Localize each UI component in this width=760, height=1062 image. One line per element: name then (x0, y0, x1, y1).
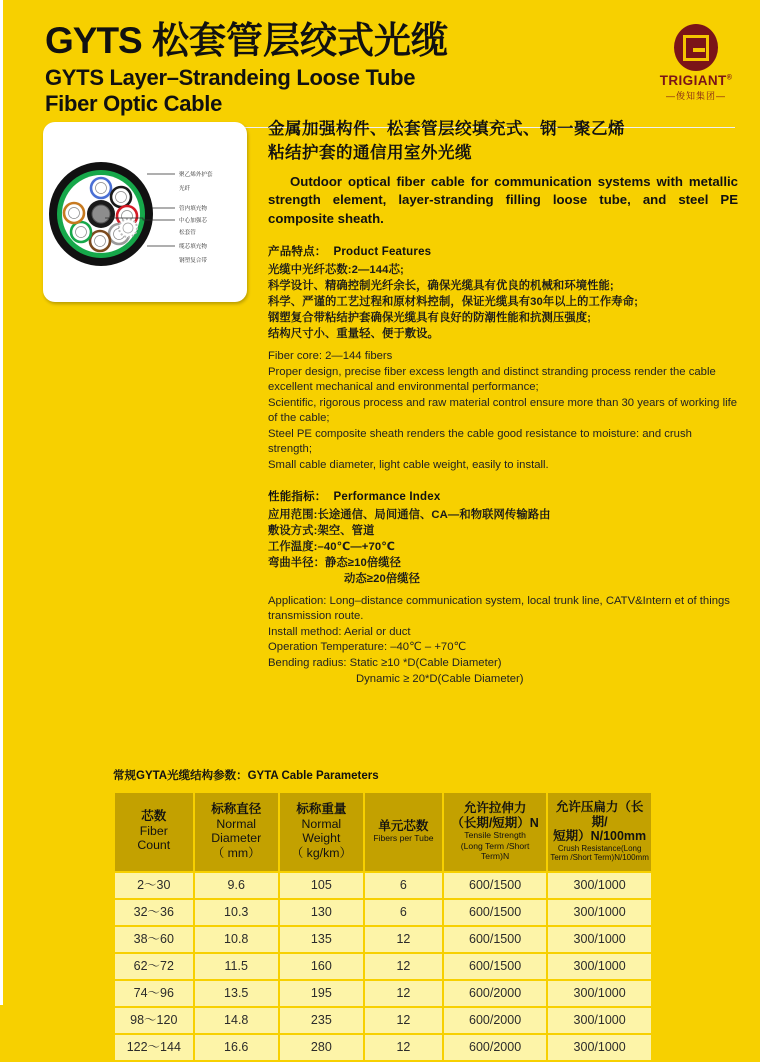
cell-tensile: 600/2000 (444, 981, 546, 1006)
page-subtitle-line2: Fiber Optic Cable (45, 90, 223, 116)
product-features-section (268, 243, 738, 474)
cell-weight: 195 (280, 981, 363, 1006)
cell-weight: 160 (280, 954, 363, 979)
cell-fibers-per-tube: 12 (365, 954, 442, 979)
features-cn-0: 光缆中光纤芯数:2—144芯; (268, 263, 404, 276)
performance-cn-dynamic: 动态≥20倍缆径 (344, 572, 421, 585)
cell-weight: 130 (280, 900, 363, 925)
col-header-fibers-per-tube: 单元芯数 Fibers per Tube (365, 793, 442, 872)
bending-radius-static: Static ≥10 *D(Cable Diameter) (349, 657, 502, 670)
cell-diameter: 10.8 (195, 927, 278, 952)
cell-fibers-per-tube: 6 (365, 900, 442, 925)
cell-fiber-count: 38～60 (115, 927, 193, 952)
cable-cross-section-svg (43, 122, 247, 302)
features-en-0: Fiber core: 2—144 fibers (268, 349, 393, 362)
svg-text:钢塑复合带: 钢塑复合带 (179, 257, 207, 264)
cell-fiber-count: 74～96 (115, 981, 193, 1006)
performance-index-heading (268, 488, 738, 504)
features-cn-3: 钢塑复合带粘结护套确保光缆具有良好的防潮性能和抗测压强度; (268, 311, 591, 324)
svg-text:聚乙烯外护套: 聚乙烯外护套 (179, 171, 213, 178)
registered-trademark-icon: ® (726, 74, 733, 82)
cell-tensile: 600/2000 (444, 1035, 546, 1060)
features-cn-2: 科学、严谨的工艺过程和原材料控制，保证光缆具有30年以上的工作寿命; (268, 295, 638, 308)
cell-tensile: 600/1500 (444, 900, 546, 925)
table-body (115, 873, 651, 1060)
page-header (3, 0, 760, 117)
features-cn-1: 科学设计、精确控制光纤余长，确保光缆具有优良的机械和环境性能; (268, 279, 614, 292)
product-features-heading (268, 243, 738, 259)
product-features-heading-en: Product Features (333, 245, 432, 258)
performance-en-0: Application: Long–distance communication system, local trunk line, CATV&Intern et of things transmission route. (268, 594, 730, 623)
parameters-table-title-cn: 常规GYTA光缆结构参数： (113, 769, 248, 782)
col-header-normal-diameter: 标称直径 Normal Diameter （ mm） (195, 793, 278, 872)
cell-fibers-per-tube: 12 (365, 1035, 442, 1060)
logo-badge-icon (674, 24, 718, 71)
cell-tensile: 600/1500 (444, 873, 546, 898)
description-column (268, 117, 738, 687)
svg-text:光纤: 光纤 (179, 185, 191, 192)
content-body (3, 117, 760, 1055)
cell-crush: 300/1000 (548, 981, 651, 1006)
performance-cn-3: 弯曲半径：静态≥10倍缆径 (268, 556, 402, 569)
cell-crush: 300/1000 (548, 873, 651, 898)
svg-text:缆芯填充物: 缆芯填充物 (179, 243, 207, 250)
cell-fiber-count: 122～144 (115, 1035, 193, 1060)
parameters-table (113, 791, 653, 1062)
intro-english (268, 173, 738, 229)
cell-weight: 280 (280, 1035, 363, 1060)
cell-weight: 105 (280, 873, 363, 898)
parameters-table-block (113, 767, 653, 1062)
cell-fibers-per-tube: 12 (365, 927, 442, 952)
performance-index-heading-en: Performance Index (333, 490, 441, 503)
cell-diameter: 10.3 (195, 900, 278, 925)
logo-wordmark-text: TRIGIANT (659, 73, 727, 88)
features-en-2: Scientific, rigorous process and raw material control ensure more than 30 years of working life of the cable; (268, 396, 738, 425)
cell-diameter: 14.8 (195, 1008, 278, 1033)
cell-weight: 135 (280, 927, 363, 952)
performance-en-1: Install method: Aerial or duct (268, 625, 411, 638)
cell-fibers-per-tube: 12 (365, 1008, 442, 1033)
logo-chinese-name: —俊知集团— (665, 91, 726, 101)
cell-fiber-count: 62～72 (115, 954, 193, 979)
table-header-row (115, 793, 651, 872)
svg-text:松套管: 松套管 (179, 229, 196, 236)
intro-chinese-line1: 金属加强构件、松套管层绞填充式、钢一聚乙烯 (268, 118, 625, 138)
cell-crush: 300/1000 (548, 900, 651, 925)
table-row (115, 873, 651, 898)
table-row (115, 981, 651, 1006)
features-cn-4: 结构尺寸小、重量轻、便于敷设。 (268, 327, 439, 340)
cell-crush: 300/1000 (548, 1008, 651, 1033)
table-row (115, 900, 651, 925)
bending-radius-label: Bending radius: (268, 657, 347, 670)
cell-crush: 300/1000 (548, 954, 651, 979)
col-header-tensile-strength: 允许拉伸力 （长期/短期）N Tensile Strength (Long Term /Short Term)N (444, 793, 546, 872)
page-title-chinese: 松套管层绞式光缆 (152, 20, 449, 61)
intro-english-text: Outdoor optical fiber cable for communication systems with metallic strength element, layer-stranding filling loose tube, and steel PE composite sheath. (268, 173, 738, 227)
company-logo (648, 24, 744, 102)
features-en-3: Steel PE composite sheath renders the cable good resistance to moisture: and crush strength; (268, 427, 692, 456)
performance-cn-0: 应用范围:长途通信、局间通信、CA—和物联网传输路由 (268, 508, 551, 521)
bending-radius-dynamic: Dynamic ≥ 20*D(Cable Diameter) (356, 672, 524, 685)
performance-cn-1: 敷设方式:架空、管道 (268, 524, 375, 537)
col-header-crush-resistance: 允许压扁力（长期/ 短期）N/100mm Crush Resistance(Long Term /Short Term)N/100mm (548, 793, 651, 872)
performance-cn-2: 工作温度:–40℃—+70℃ (268, 540, 396, 553)
cell-tensile: 600/1500 (444, 954, 546, 979)
cell-tensile: 600/2000 (444, 1008, 546, 1033)
features-en-1: Proper design, precise fiber excess length and distinct stranding process render the cable excellent mechanical and environmental performance; (268, 365, 716, 394)
cell-fibers-per-tube: 6 (365, 873, 442, 898)
performance-en-bending (268, 656, 738, 672)
cell-tensile: 600/1500 (444, 927, 546, 952)
intro-chinese (268, 117, 738, 165)
table-row (115, 1008, 651, 1033)
table-row (115, 927, 651, 952)
performance-index-section (268, 488, 738, 688)
cable-cross-section-image (43, 122, 247, 302)
intro-chinese-line2: 粘结护套的通信用室外光缆 (268, 142, 472, 162)
performance-en-2: Operation Temperature: –40℃ – +70℃ (268, 641, 467, 654)
cell-diameter: 16.6 (195, 1035, 278, 1060)
performance-index-heading-cn: 性能指标： (268, 490, 327, 503)
col-header-fiber-count: 芯数 Fiber Count (115, 793, 193, 872)
svg-text:中心加强芯: 中心加强芯 (179, 217, 207, 224)
logo-wordmark (648, 73, 744, 88)
svg-text:管内填充物: 管内填充物 (179, 205, 207, 212)
table-row (115, 954, 651, 979)
col-header-normal-weight: 标称重量 Normal Weight （ kg/km） (280, 793, 363, 872)
cell-diameter: 13.5 (195, 981, 278, 1006)
cell-fiber-count: 32～36 (115, 900, 193, 925)
cell-fibers-per-tube: 12 (365, 981, 442, 1006)
cell-crush: 300/1000 (548, 927, 651, 952)
parameters-table-title-en: GYTA Cable Parameters (247, 769, 379, 782)
features-en-4: Small cable diameter, light cable weight, easily to install. (268, 459, 549, 471)
page-title-model: GYTS (45, 20, 142, 61)
parameters-table-title (113, 767, 653, 783)
cell-weight: 235 (280, 1008, 363, 1033)
table-row (115, 1035, 651, 1060)
cell-diameter: 11.5 (195, 954, 278, 979)
cell-fiber-count: 98～120 (115, 1008, 193, 1033)
cell-fiber-count: 2～30 (115, 873, 193, 898)
product-features-heading-cn: 产品特点： (268, 245, 327, 258)
cell-crush: 300/1000 (548, 1035, 651, 1060)
page-subtitle-line1: GYTS Layer–Strandeing Loose Tube (45, 64, 416, 90)
cell-diameter: 9.6 (195, 873, 278, 898)
